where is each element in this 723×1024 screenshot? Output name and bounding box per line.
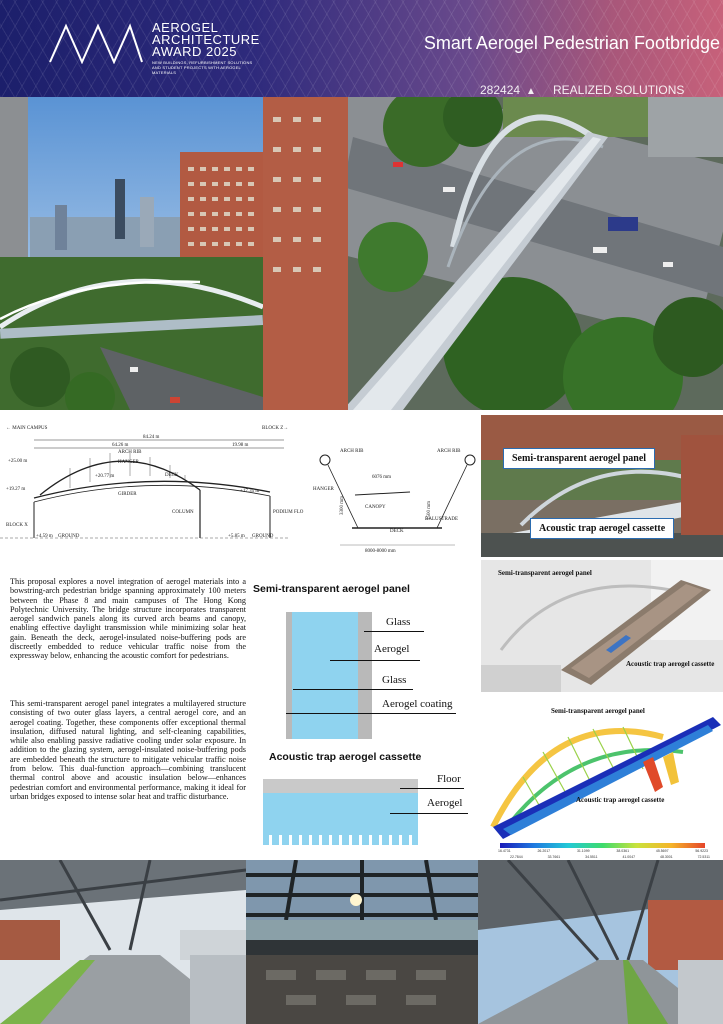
section-height-1: 3300 mm <box>340 495 345 515</box>
leader-floor <box>400 788 464 789</box>
section-arch-left: ARCH RIB <box>340 449 364 454</box>
award-line1: AEROGEL <box>152 20 219 35</box>
fem-legend-value: 33.7661 <box>547 855 561 859</box>
panel-detail-title: Semi-transparent aerogel panel <box>253 583 410 595</box>
label-block-x: BLOCK X <box>6 523 28 528</box>
level-1: +25.00 m <box>8 459 28 464</box>
photo-bridge-deck-shade <box>246 860 478 1024</box>
level-3: +20.77 m <box>95 474 115 479</box>
leader-glass-1 <box>364 631 424 632</box>
project-category: REALIZED SOLUTIONS <box>553 83 685 97</box>
panel-label-glass-1: Glass <box>386 616 411 628</box>
bridge-elevation-drawing <box>0 420 480 568</box>
cassette-diagram <box>263 779 418 845</box>
fem-legend-value: 38.0361 <box>616 849 630 853</box>
label-block-z: BLOCK Z→ <box>262 426 289 431</box>
render-label-panel: Semi-transparent aerogel panel <box>498 569 592 577</box>
label-podium: PODIUM FLO <box>273 510 304 515</box>
leader-glass-2 <box>293 689 413 690</box>
project-id-number: 282424 <box>480 83 521 97</box>
description-paragraph-2: This semi-transparent aerogel panel integrates a multilayered structure consisting of two outer glass layers, a central aerogel core, and an aerogel coating. Together, these components offer exceptional thermal insulation, diffused natural lighting, and self-cleaning capabilities, while also enabling passive radiative cooling under solar exposure. In addition to the glazing system, aerogel-insulated noise-buffering pods are embedded beneath the structure to mitigate vehicular traffic noise from below. This dual-function approach—combining translucent thermal control above and acoustic insulation below—enhances pedestrian comfort and environmental performance, making it ideal for urban bridges exposed to intense solar heat and traffic disturbance. <box>10 699 246 801</box>
cassette-label-floor: Floor <box>437 773 461 785</box>
cassette-detail-title: Acoustic trap aerogel cassette <box>269 751 422 763</box>
section-hanger: HANGER <box>313 487 334 492</box>
award-line2: ARCHITECTURE <box>152 32 260 47</box>
leader-coating <box>286 713 456 714</box>
panel-layer-diagram <box>286 612 376 739</box>
photo-bridge-city-view <box>0 97 263 410</box>
fem-legend-value: 31.1099 <box>576 849 590 853</box>
dim-left: 64.26 m <box>112 443 129 448</box>
label-arch-rib: ARCH RIB <box>118 450 142 455</box>
label-main-campus: ← MAIN CAMPUS <box>6 426 48 431</box>
callout-cassette: Acoustic trap aerogel cassette <box>530 518 674 539</box>
level-2: +19.27 m <box>6 487 26 492</box>
section-canopy: CANOPY <box>365 505 386 510</box>
fem-legend-value: 26.2017 <box>537 849 551 853</box>
fem-color-legend <box>500 843 705 848</box>
triangle-icon: ▲ <box>526 86 536 97</box>
ground-right: GROUND <box>252 534 274 539</box>
fem-label-panel: Semi-transparent aerogel panel <box>551 707 645 715</box>
award-logo-icon <box>48 22 144 64</box>
panel-label-coating: Aerogel coating <box>382 698 453 710</box>
section-balustrade: BALUSTRADE <box>425 517 459 522</box>
fem-label-cassette: Acoustic trap aerogel cassette <box>576 796 665 804</box>
render-label-cassette: Acoustic trap aerogel cassette <box>626 660 715 668</box>
fem-legend-values-bottom <box>510 855 710 859</box>
leader-cassette-aerogel <box>390 813 468 814</box>
dim-right: 19.98 m <box>232 443 249 448</box>
label-deck: DECK <box>165 473 179 478</box>
ground-left: GROUND <box>58 534 80 539</box>
cassette-label-aerogel: Aerogel <box>427 797 463 809</box>
fem-legend-value: 72.5311 <box>697 855 710 859</box>
render-bridge-model <box>481 560 723 692</box>
fem-legend-value: 34.5511 <box>585 855 598 859</box>
award-title <box>152 22 262 75</box>
fem-legend-value: 48.3001 <box>660 855 673 859</box>
label-column: COLUMN <box>172 510 194 515</box>
panel-label-glass-2: Glass <box>382 674 407 686</box>
photo-bridge-aerial-view <box>263 97 723 410</box>
project-id <box>480 83 542 97</box>
photo-bridge-walkway <box>478 860 723 1024</box>
label-hanger: HANGER <box>118 460 139 465</box>
photo-bridge-deck-day <box>0 860 246 1024</box>
description-paragraph-1: This proposal explores a novel integration of aerogel materials into a bowstring-arch pedestrian bridge spanning approximately 100 meters between the Phase 8 and main campuses of The Hong Kong Polytechnic University. The bridge structure incorporates transparent aerogel sandwich panels along its curved arch beams and canopy, enabling effective daylight transmission while minimizing solar heat gain. Beneath the deck, aerogel-insulated noise-buffering pods are discreetly embedded to reduce vehicular traffic noise from the expressway below, enhancing the acoustic comfort for pedestrians. <box>10 577 246 661</box>
level-5: +4.59 m <box>36 534 53 539</box>
fem-legend-value: 22.7844 <box>510 855 523 859</box>
section-base: 8000-8000 mm <box>365 549 396 554</box>
level-6: +5.85 m <box>228 534 245 539</box>
label-girder: GIRDER <box>118 492 137 497</box>
fem-legend-value: 41.0047 <box>622 855 636 859</box>
dim-total: 84.24 m <box>143 435 160 440</box>
level-4: +17.35 m <box>240 489 260 494</box>
section-deck: DECK <box>390 529 404 534</box>
fem-legend-values-top <box>498 849 708 853</box>
leader-aerogel <box>330 660 420 661</box>
section-width: 6076 mm <box>372 475 392 480</box>
callout-panel: Semi-transparent aerogel panel <box>503 448 655 469</box>
project-title: Smart Aerogel Pedestrian Footbridge <box>423 33 720 53</box>
fem-legend-value: 16.4731 <box>498 849 511 853</box>
fem-stress-analysis <box>483 697 721 847</box>
fem-legend-value: 45.5697 <box>655 849 669 853</box>
section-arch-right: ARCH RIB <box>437 449 461 454</box>
fem-legend-value: 56.9223 <box>695 849 708 853</box>
section-height-2: 1500 mm <box>427 500 432 520</box>
panel-label-aerogel: Aerogel <box>374 643 410 655</box>
award-tagline: NEW BUILDINGS, REFURBISHMENT SOLUTIONS AND STUDENT PROJECTS WITH AEROGEL MATERIALS <box>152 60 253 75</box>
header-banner <box>0 0 723 97</box>
award-line3: AWARD 2025 <box>152 44 237 59</box>
